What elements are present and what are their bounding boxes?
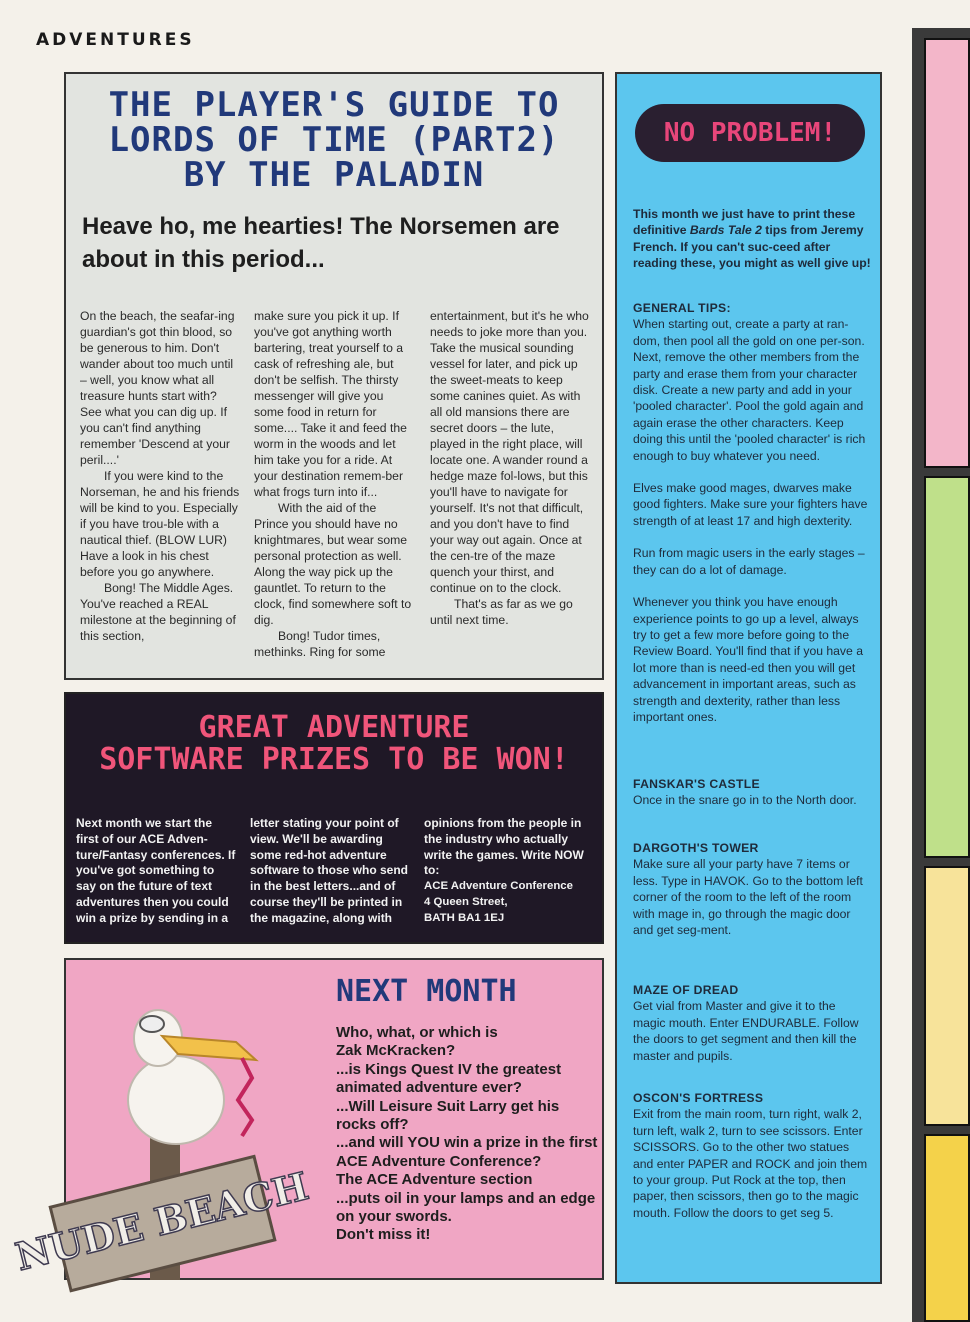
sunglasses [140,1016,164,1032]
adjacent-page-edge [912,28,970,1322]
edge-card [924,476,970,858]
section-heading: GENERAL TIPS: [633,301,731,315]
article-column-1 [80,308,240,644]
prizes-title [66,712,602,776]
paragraph: When starting out, create a party at ran-dom, then pool all the gold on one per-son. Next, remove the other members from the party and erase them from your character disk. Create a new party and add in your 'pooled character'. Pool the gold again and again erase the other characters. Keep doing this until the 'pooled character' is rich enough to buy whatever you need. [633,317,866,463]
section-heading: FANSKAR'S CASTLE [633,777,760,791]
paragraph: That's as far as we go until next time. [430,597,573,627]
intro-part: tips from Jeremy French. If you can't suc-ceed after reading these, you might as well give up! [633,223,871,271]
edge-card [924,866,970,1126]
article-subtitle: Heave ho, me hearties! The Norsemen are about in this period... [82,213,560,273]
next-month-body [336,1024,598,1245]
address-line: 4 Queen Street, [424,895,508,908]
general-tips [633,300,871,725]
maze-section [633,982,871,1064]
address-line: BATH BA1 1EJ [424,911,505,924]
article-title [66,85,602,195]
section-heading: MAZE OF DREAD [633,983,739,997]
players-guide-article [64,72,604,680]
paragraph: Exit from the main room, turn right, walk 2, turn left, walk 2, turn to see scissors. Enter SCISSORS. Go to the other two statues and enter PAPER and ROCK and join them to your group. Put Rock at the top, then paper, then scissors, then go to the magic mouth. Follow the doors to get seg 5. [633,1107,868,1220]
line: Zak McKracken? [336,1042,456,1060]
intro-text [633,206,871,272]
prizes-panel [64,692,604,944]
line: ...is Kings Quest IV the greatest animated adventure ever? [336,1060,562,1097]
dargoth-section [633,840,871,938]
line: ...and will YOU win a prize in the first ACE Adventure Conference? [336,1134,598,1170]
line: ...Will Leisure Suit Larry get his rocks off? [336,1097,560,1134]
paragraph: Elves make good mages, dwarves make good fighters. Make sure your fighters have strength of at least 17 and high dexterity. [633,481,868,528]
paragraph: Whenever you think you have enough experience points to go up a level, always try to get a few more before going to the Review Board. You'll find that if you have a lot more than is need-ed then you will get advancement in important areas, such as strength and dexterity, rather than less important ones. [633,595,863,724]
paragraph: entertainment, but it's he who needs to joke more than you. Take the musical sounding vessel for later, and pick up the sweet-meats to keep some canines quiet. As with all old mansions there are secret doors – the lute, played in the right place, will locate one. A wander round a hedge maze fol-lows, but this you'll have to navigate for yourself. It's not that difficult, and you don't have to find your way out again. Once at the cen-tre of the maze quench your thirst, and continue on to the clock. [430,309,589,595]
paragraph: On the beach, the seafar-ing guardian's got thin blood, so be generous to him. Don't wander about too much until – well, you know what all treasure hunts start with? See what you can dig up. If you can't find anything remember 'Descend at your peril....' [80,309,235,467]
title-line: GREAT ADVENTURE [198,710,470,745]
paragraph: Bong! The Middle Ages. You've reached a REAL milestone at the beginning of this section, [80,581,236,643]
edge-card [924,38,970,468]
edge-card [924,1134,970,1322]
section-heading: DARGOTH'S TOWER [633,841,759,855]
tie [238,1058,252,1136]
line: The ACE Adventure section [336,1171,533,1189]
next-month-panel [11,958,604,1280]
pelican-body [128,1056,224,1144]
line: Who, what, or which is [336,1024,498,1041]
next-month-title: NEXT MONTH [336,974,517,1009]
title-line: LORDS OF TIME (PART2) [108,120,560,160]
paragraph: Bong! Tudor times, methinks. Ring for some [254,629,386,659]
paragraph: Make sure all your party have 7 items or less. Type in HAVOK. Go to the bottom left corner of the room to the left of the room with mage in, go through the magic door and get seg-ment. [633,857,863,938]
no-problem-panel [615,72,882,1284]
prizes-column-1: Next month we start the first of our ACE Adven-ture/Fantasy conferences. If you've got something to say on the future of text adventures then you could win a prize by sending in a [76,816,236,925]
paragraph: Run from magic users in the early stages – they can do a lot of damage. [633,546,865,577]
no-problem-title: NO PROBLEM! [663,118,837,148]
paragraph: make sure you pick it up. If you've got anything worth bartering, treat yourself to a cask of refreshing ale, but don't be selfish. The thirsty messenger will give you some food in return for some.... Take it and feed the worm in the woods and let him take you for a ride. At your destination remem-ber what frogs turn into if... [254,309,407,499]
line: Don't miss it! [336,1226,431,1244]
line: ...puts oil in your lamps and an edge on your swords. [336,1189,596,1226]
pelican-illustration [11,960,334,1280]
section-label: ADVENTURES [36,30,195,50]
paragraph: Get vial from Master and give it to the magic mouth. Enter ENDURABLE. Follow the doors to get segment and then kill the master and pupils. [633,999,859,1063]
sign-text: NUDE BEACH [11,1163,313,1280]
paragraph: opinions from the people in the industry who actually write the games. Write NOW to: [424,816,584,878]
fanskar-section [633,776,871,809]
prizes-column-2: letter stating your point of view. We'll be awarding some red-hot adventure software to those who send in the best letters...and of course they'll be printed in the magazine, along with [250,816,409,925]
article-column-3 [430,308,590,628]
prizes-column-3 [424,816,588,927]
title-line: THE PLAYER'S GUIDE TO [108,85,560,125]
title-line: BY THE PALADIN [183,155,485,195]
paragraph: Once in the snare go in to the North door. [633,793,857,808]
intro-part: This month we just have to print these definitive [633,207,856,238]
title-line: SOFTWARE PRIZES TO BE WON! [99,742,569,777]
article-column-2 [254,308,414,660]
oscon-section [633,1090,871,1221]
paragraph: If you were kind to the Norseman, he and his friends will be kind to you. Especially if you have trou-ble with a nautical thief. (BLOW LUR) Have a look in his chest before you go anywhere. [80,469,240,579]
game-title: Bards Tale 2 [689,223,762,238]
address-line: ACE Adventure Conference [424,880,573,893]
paragraph: With the aid of the Prince you should have no knightmares, but wear some personal protection as well. Along the way pick up the gauntlet. To return to the clock, find somewhere soft to dig. [254,501,412,627]
section-heading: OSCON'S FORTRESS [633,1091,764,1105]
